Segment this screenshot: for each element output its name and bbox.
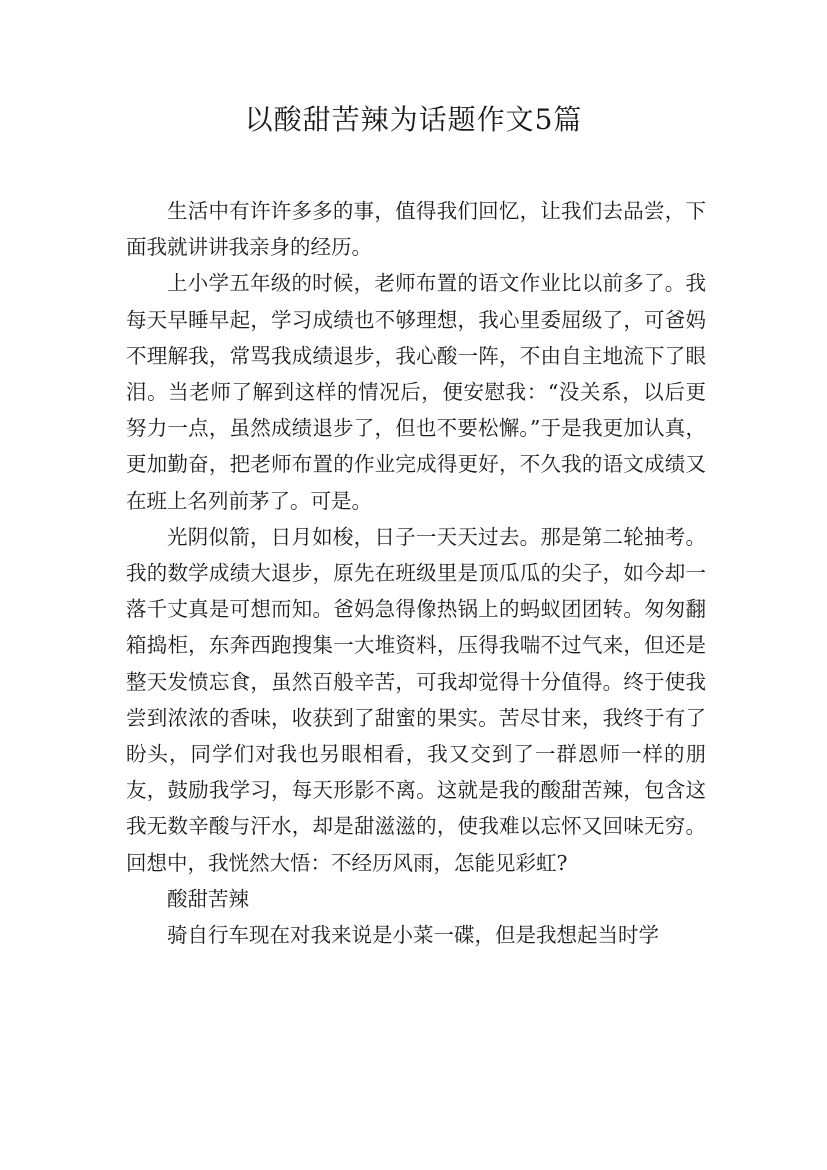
- paragraph: 光阴似箭，日月如梭，日子一天天过去。那是第二轮抽考。我的数学成绩大退步，原先在班级里是顶瓜瓜的尖子，如今却一落千丈真是可想而知。爸妈急得像热锅上的蚂蚁团团转。匆匆翻箱捣柜，东奔西跑搜集一大堆资料，压得我喘不过气来，但还是整天发愤忘食，虽然百般辛苦，可我却觉得十分值得。终于使我尝到浓浓的香味，收获到了甜蜜的果实。苦尽甘来，我终于有了盼头，同学们对我也另眼相看，我又交到了一群恩师一样的朋友，鼓励我学习，每天形影不离。这就是我的酸甜苦辣，包含这我无数辛酸与汗水，却是甜滋滋的，使我难以忘怀又回味无穷。回想中，我恍然大悟：不经历风雨，怎能见彩虹?: [126, 524, 706, 875]
- paragraph: 骑自行车现在对我来说是小菜一碟，但是我想起当时学: [167, 923, 659, 948]
- section-heading: 酸甜苦辣: [167, 886, 249, 911]
- document-body: [126, 193, 706, 953]
- paragraph: 生活中有许许多多的事，值得我们回忆，让我们去品尝，下面我就讲讲我亲身的经历。: [126, 199, 706, 260]
- document-title: 以酸甜苦辣为话题作文5篇: [244, 103, 583, 136]
- paragraph: 上小学五年级的时候，老师布置的语文作业比以前多了。我每天早睡早起，学习成绩也不够理想，我心里委屈级了，可爸妈不理解我，常骂我成绩退步，我心酸一阵，不由自主地流下了眼泪。当老师了解到这样的情况后，便安慰我：“没关系，以后更努力一点，虽然成绩退步了，但也不要松懈。”于是我更加认真，更加勤奋，把老师布置的作业完成得更好，不久我的语文成绩又在班上名列前茅了。可是。: [126, 271, 706, 513]
